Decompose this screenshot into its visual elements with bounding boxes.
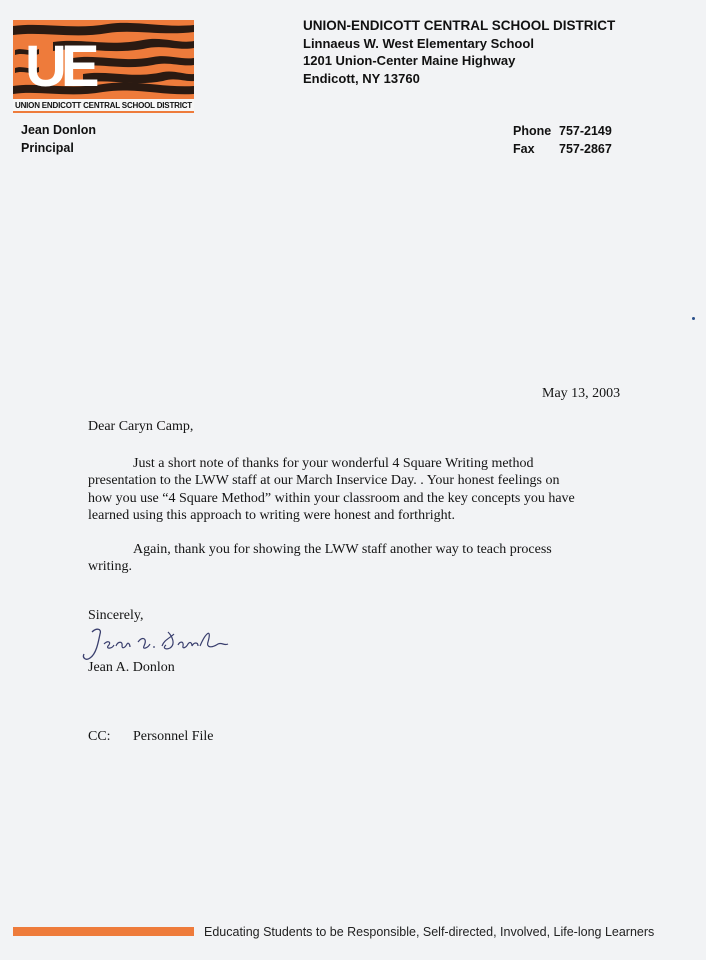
fax-row <box>513 141 612 159</box>
phone-label: Phone <box>513 124 552 138</box>
phone-number: 757-2149 <box>559 124 612 138</box>
letterhead <box>303 17 615 87</box>
letter-date: May 13, 2003 <box>542 386 621 401</box>
logo-letters: UE <box>25 34 94 98</box>
school-name: Linnaeus W. West Elementary School <box>303 35 534 51</box>
cc-value: Personnel File <box>133 729 214 744</box>
sender-title: Principal <box>21 140 74 155</box>
logo-caption: UNION ENDICOTT CENTRAL SCHOOL DISTRICT <box>15 101 192 110</box>
paragraph-line: Just a short note of thanks for your wonderful 4 Square Writing method <box>133 456 534 471</box>
salutation: Dear Caryn Camp, <box>88 419 194 434</box>
city-state-zip: Endicott, NY 13760 <box>303 70 420 86</box>
fax-label: Fax <box>513 141 535 156</box>
phone-row <box>513 123 612 141</box>
paragraph-line: presentation to the LWW staff at our March Inservice Day. . Your honest feelings on <box>88 473 560 489</box>
sender-name: Jean Donlon <box>21 123 97 137</box>
district-logo <box>13 20 194 113</box>
ink-speck <box>692 317 695 320</box>
paragraph-line: writing. <box>88 559 132 575</box>
closing: Sincerely, <box>88 608 144 623</box>
sender-block <box>21 122 96 157</box>
paragraph-line: learned using this approach to writing were honest and forthright. <box>88 507 456 523</box>
signer-name: Jean A. Donlon <box>88 660 175 675</box>
tiger-stripe-graphic <box>13 20 194 98</box>
body-paragraph-2 <box>88 541 628 576</box>
contact-block <box>513 123 612 158</box>
footer-accent-bar <box>13 927 194 936</box>
street-address: 1201 Union-Center Maine Highway <box>303 53 516 68</box>
body-paragraph-1 <box>88 455 628 524</box>
cc-label: CC: <box>88 729 111 744</box>
paragraph-line: how you use “4 Square Method” within your classroom and the key concepts you have <box>88 490 575 506</box>
paragraph-line: Again, thank you for showing the LWW staff another way to teach process <box>133 542 552 557</box>
cc-line <box>88 729 214 745</box>
district-name: UNION-ENDICOTT CENTRAL SCHOOL DISTRICT <box>303 18 616 33</box>
footer-motto: Educating Students to be Responsible, Self-directed, Involved, Life-long Learners <box>204 925 655 939</box>
fax-number: 757-2867 <box>559 141 612 156</box>
